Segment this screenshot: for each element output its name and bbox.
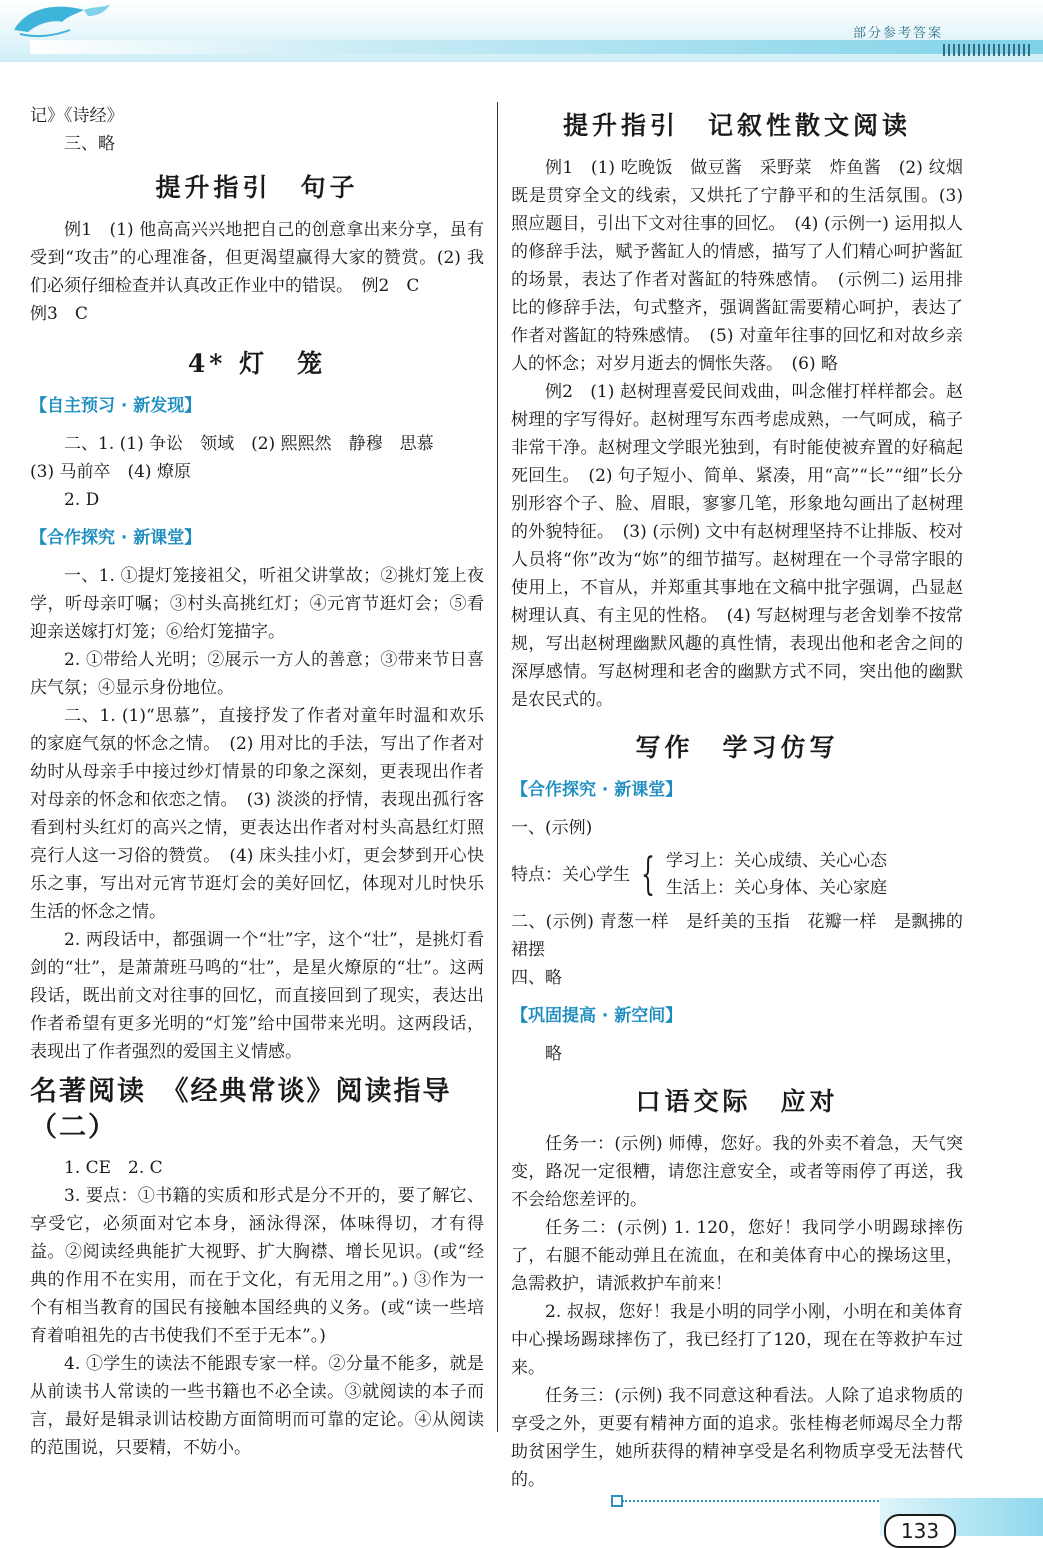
lesson-heading: 4* 灯 笼 (187, 349, 327, 378)
paragraph: 一、(示例) (511, 818, 593, 838)
paragraph: 2. 叔叔，您好！我是小明的同学小刚，小明在和美体育中心操场踢球摔伤了，我已经打了120，现在在等救护车过来。 (511, 1302, 963, 1378)
paragraph: 4. ①学生的读法不能跟专家一样。②分量不能多，就是从前读书人常读的一些书籍也不必全读。③就阅读的本子而言，最好是辑录训诂校勘方面简明而可靠的定论。④从阅读的范围说，只要精，不妨小。 (30, 1354, 484, 1458)
paragraph: 例3 C (30, 304, 88, 324)
brace-lead: 特点：关心学生 (511, 865, 630, 885)
column-divider (497, 102, 498, 1432)
text-line: 三、略 (64, 134, 115, 154)
paragraph: 二、(示例) 青葱一样 是纤美的玉指 花瓣一样 是飘拂的裙摆 (511, 912, 963, 960)
page-number: 133 (884, 1514, 956, 1548)
header-bar (30, 40, 1043, 54)
paragraph: 1. CE 2. C (64, 1158, 163, 1178)
brace-line: 生活上：关心身体、关心家庭 (666, 878, 887, 898)
brace-line: 学习上：关心成绩、关心心态 (666, 851, 887, 871)
paragraph: 例1 (1) 他高高兴兴地把自己的创意拿出来分享，虽有受到“攻击”的心理准备，但更渴望赢得大家的赞赏。(2) 我们必须仔细检查并认真改正作业中的错误。 例2 C (30, 220, 484, 296)
paragraph: 例2 (1) 赵树理喜爱民间戏曲，叫念催打样样都会。赵树理的字写得好。赵树理写东西考虑成熟，一气呵成，稿子非常干净。赵树理文学眼光独到，有时能使被弃置的好稿起死回生。 (2) 句子短小、简单、紧凑，用“高”“长”“细”长分别形容个子、脸、眉眼，寥寥几笔，形象地勾画出了赵树理的外貌特征。 (3) (示例) 文中有赵树理坚持不让排版、校对人员将“你”改为“妳”的细节描写。赵树理在一个寻常字眼的使用上，不盲从，并郑重其事地在文稿中批字强调，凸显赵树理认真、有主见的性格。 (4) 写赵树理与老舍划拳不按常规，写出赵树理幽默风趣的真性情，表现出他和老舍之间的深厚感情。写赵树理和老舍的幽默方式不同，突出他的幽默是农民式的。 (511, 382, 963, 710)
section-heading: 名著阅读 《经典常谈》阅读指导（二） (30, 1076, 452, 1143)
brace-lines (666, 848, 887, 902)
paragraph: 2. ①带给人光明；②展示一方人的善意；③带来节日喜庆气氛；④显示身份地位。 (30, 650, 484, 698)
section-heading: 口语交际 应对 (635, 1087, 839, 1116)
section-heading: 提升指引 句子 (155, 173, 359, 202)
page-header (0, 0, 1043, 62)
paragraph: 2. D (64, 490, 100, 510)
section-tag: 【自主预习 · 新发现】 (30, 396, 202, 416)
paragraph: 2. 两段话中，都强调一个“壮”字，这个“壮”，是挑灯看剑的“壮”，是萧萧班马鸣的“壮”，是星火燎原的“壮”。这两段话，既出前文对往事的回忆，而直接回到了现实，表达出作者希望有更多光明的“灯笼”给中国带来光明。这两段话，表现出了作者强烈的爱国主义情感。 (30, 930, 484, 1062)
brace-group (511, 848, 963, 902)
dolphin-logo-icon (6, 0, 116, 42)
left-column (30, 102, 484, 1462)
paragraph: 例1 (1) 吃晚饭 做豆酱 采野菜 炸鱼酱 (2) 纹烟既是贯穿全文的线索，又烘托了宁静平和的生活氛围。(3) 照应题目，引出下文对往事的回忆。 (4) (示例一) 运用拟人的修辞手法，赋予酱缸人的情感，描写了人们精心呵护酱缸的场景，表达了作者对酱缸的特殊感情。 (示例二) 运用排比的修辞手法，句式整齐，强调酱缸需要精心呵护，表达了作者对酱缸的特殊感情。 (5) 对童年往事的回忆和对故乡亲人的怀念；对岁月逝去的惆怅失落。 (6) 略 (511, 158, 963, 374)
running-title: 部分参考答案 (852, 26, 943, 41)
paragraph: 任务三：(示例) 我不同意这种看法。人除了追求物质的享受之外，更要有精神方面的追求。张桂梅老师竭尽全力帮助贫困学生，她所获得的精神享受是名利物质享受无法替代的。 (511, 1386, 963, 1490)
brace-icon: { (641, 849, 655, 900)
paragraph: 四、略 (511, 968, 562, 988)
section-tag: 【合作探究 · 新课堂】 (30, 528, 202, 548)
header-ticks (943, 44, 1033, 56)
paragraph: (3) 马前卒 (4) 燎原 (30, 462, 191, 482)
section-tag: 【合作探究 · 新课堂】 (511, 780, 683, 800)
paragraph: 任务一：(示例) 师傅，您好。我的外卖不着急，天气突变，路况一定很糟，请您注意安全，或者等雨停了再送，我不会给您差评的。 (511, 1134, 963, 1210)
right-column (511, 102, 963, 1494)
paragraph: 略 (545, 1044, 562, 1064)
section-tag: 【巩固提高 · 新空间】 (511, 1006, 683, 1026)
paragraph: 3. 要点：①书籍的实质和形式是分不开的，要了解它、享受它，必须面对它本身，涵泳得深，体味得切，才有得益。②阅读经典能扩大视野、扩大胸襟、增长见识。(或“经典的作用不在实用，而在于文化，有无用之用”。) ③作为一个有相当教育的国民有接触本国经典的义务。(或“读一些培育着咱祖先的古书使我们不至于无本”。) (30, 1186, 484, 1346)
paragraph: 二、1. (1)“思慕”，直接抒发了作者对童年时温和欢乐的家庭气氛的怀念之情。 (2) 用对比的手法，写出了作者对幼时从母亲手中接过纱灯情景的印象之深刻，更表现出作者对母亲的怀念和依恋之情。 (3) 淡淡的抒情，表现出孤行客看到村头红灯的高兴之情，更表达出作者对村头高悬红灯照亮行人这一习俗的赞赏。 (4) 床头挂小灯，更会梦到开心快乐之事，写出对元宵节逛灯会的美好回忆，体现对儿时快乐生活的怀念之情。 (30, 706, 484, 922)
text-line: 记》《诗经》 (30, 106, 124, 126)
paragraph: 一、1. ①提灯笼接祖父，听祖父讲掌故；②挑灯笼上夜学，听母亲叮嘱；③村头高挑红灯；④元宵节逛灯会；⑤看迎亲送嫁打灯笼；⑥给灯笼描字。 (30, 566, 484, 642)
section-heading: 提升指引 记叙性散文阅读 (562, 111, 911, 140)
footer-dotted-line (622, 1500, 882, 1504)
section-heading: 写作 学习仿写 (635, 733, 839, 762)
paragraph: 任务二：(示例) 1. 120，您好！我同学小明踢球摔伤了，右腿不能动弹且在流血，在和美体育中心的操场这里，急需救护，请派救护车前来！ (511, 1218, 963, 1294)
paragraph: 二、1. (1) 争讼 领域 (2) 熙熙然 静穆 思慕 (64, 434, 434, 454)
